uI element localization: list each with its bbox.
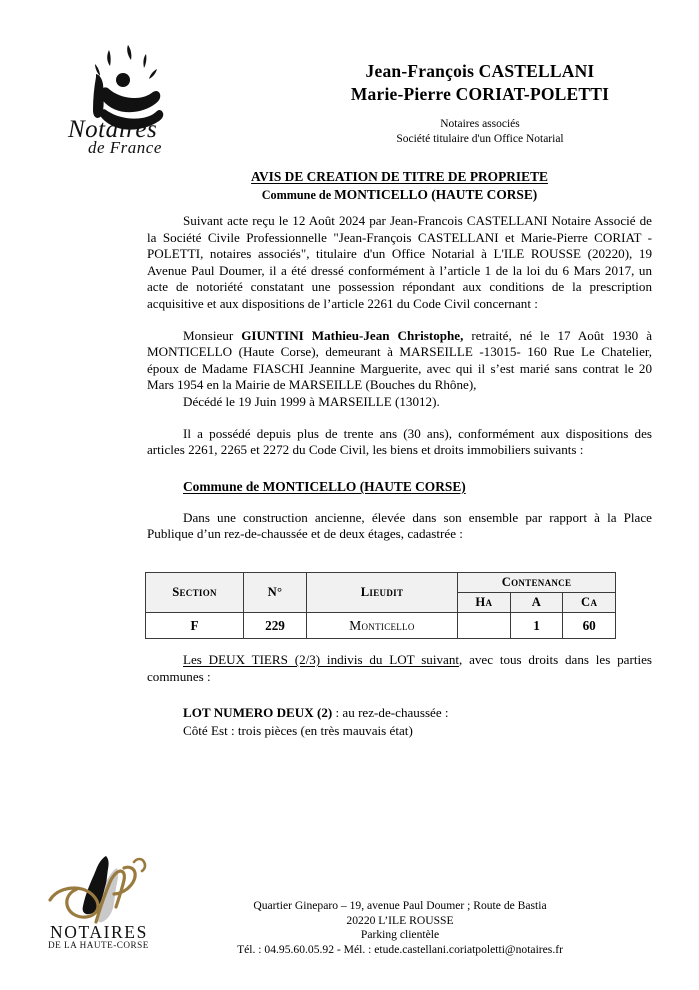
cadastral-table-wrap: [145, 572, 616, 639]
lot-detail-line: Côté Est : trois pièces (en très mauvais état): [183, 722, 413, 738]
commune-heading: Commune de MONTICELLO (HAUTE CORSE): [183, 478, 466, 494]
col-header-ha: Ha: [458, 593, 511, 613]
footer-address: [150, 899, 650, 957]
paragraph-deces: [147, 394, 652, 411]
document-body-lower: [147, 652, 652, 739]
spacer: [147, 495, 652, 510]
cell-lieudit: Monticello: [307, 613, 458, 639]
spacer: [147, 459, 652, 478]
col-header-a: A: [510, 593, 563, 613]
col-header-contenance: Contenance: [458, 573, 616, 593]
svg-text:NOTAIRES: NOTAIRES: [50, 922, 148, 942]
footer-address-line-1: Quartier Gineparo – 19, avenue Paul Doumer ; Route de Bastia: [253, 899, 547, 912]
lot-numero-line: [147, 704, 652, 722]
lot-numero-label: LOT NUMERO DEUX (2): [183, 705, 333, 721]
notary-names: [300, 60, 660, 106]
page-title: AVIS DE CREATION DE TITRE DE PROPRIETE: [251, 169, 548, 184]
document-title-block: [147, 168, 652, 204]
cell-ha: [458, 613, 511, 639]
footer-address-line-2: 20220 L’ILE ROUSSE: [346, 913, 454, 927]
personne-details: retraité, né le 17 Août 1930 à MONTICELLO (Haute Corse), demeurant à MARSEILLE -13015- 160 Rue Le Chatelier, époux de Madame FIASCHI Jeannine Marguerite, avec qui il s’est marié sans contrat le 20 Mars 1954 en la Mairie de MARSEILLE (Bouches du Rhône),: [147, 327, 653, 393]
paragraph-personne: [147, 328, 652, 394]
notary-name-2: Marie-Pierre CORIAT-POLETTI: [350, 84, 610, 104]
notary-subtitle-1: Notaires associés: [440, 118, 520, 130]
col-header-lieudit: Lieudit: [307, 573, 458, 613]
footer-contact-line: Tél. : 04.95.60.05.92 - Mél. : etude.castellani.coriatpoletti@notaires.fr: [237, 942, 563, 956]
notary-subtitle-2: Société titulaire d'un Office Notarial: [396, 132, 564, 145]
paragraph-lot-indivis: [147, 652, 652, 685]
notary-name-1: Jean-François CASTELLANI: [365, 61, 595, 81]
col-header-section: Section: [146, 573, 244, 613]
commune-subtitle: [147, 186, 652, 204]
notaires-de-france-logo: [62, 36, 190, 154]
commune-subtitle-prefix: Commune de: [261, 188, 335, 202]
lot-numero-rest: : au rez-de-chaussée :: [332, 705, 449, 721]
svg-text:de France: de France: [88, 138, 162, 154]
paragraph-acte: Suivant acte reçu le 12 Août 2024 par Jean-Francois CASTELLANI Notaire Associé de la Société Civile Professionnelle "Jean-François CASTELLANI et Marie-Pierre CORIAT - POLETTI, notaires associés", titulaire d'un Office Notarial à L'ILE ROUSSE (20220), 19 Avenue Paul Doumer, il a été dressé conformément à l’article 1 de la loi du 6 Mars 2017, un acte de notoriété constatant une possession répondant aux conditions de la prescription acquisitive et aux dispositions de l’article 2261 du Code Civil concernant :: [147, 213, 652, 311]
cell-ca: 60: [563, 613, 616, 639]
svg-text:DE LA HAUTE-CORSE: DE LA HAUTE-CORSE: [48, 940, 149, 950]
paragraph-possession: Il a possédé depuis plus de trente ans (30 ans), conformément aux dispositions des articles 2261, 2265 et 2272 du Code Civil, les biens et droits immobiliers suivants :: [147, 425, 652, 458]
col-header-ca: Ca: [563, 593, 616, 613]
footer-address-line-3: Parking clientèle: [360, 928, 440, 942]
lot-indivis-underlined: Les DEUX TIERS (2/3) indivis du LOT suivant: [183, 652, 460, 667]
notary-subtitle: [300, 117, 660, 146]
personne-nom: GIUNTINI Mathieu-Jean Christophe,: [241, 327, 464, 343]
document-header: [0, 0, 699, 160]
paragraph-construction: Dans une construction ancienne, élevée dans son ensemble par rapport à la Place Publique d’un rez-de-chaussée et de deux étages, cadastrée :: [147, 509, 652, 542]
commune-heading-wrap: [147, 478, 652, 495]
lot-indivis-rest: , avec tous droits dans les parties communes :: [147, 652, 652, 684]
cadastral-table: [145, 572, 616, 639]
spacer: [147, 313, 652, 328]
document-body: [147, 213, 652, 543]
commune-subtitle-name: MONTICELLO (HAUTE CORSE): [334, 187, 538, 202]
cell-numero: 229: [244, 613, 307, 639]
cell-a: 1: [510, 613, 563, 639]
deces-text: Décédé le 19 Juin 1999 à MARSEILLE (13012).: [183, 393, 440, 409]
cell-section: F: [146, 613, 244, 639]
personne-lead: Monsieur: [183, 327, 242, 343]
table-row: [146, 613, 616, 639]
col-header-numero: N°: [244, 573, 307, 613]
svg-text:Notaires: Notaires: [68, 116, 158, 143]
spacer: [147, 685, 652, 704]
spacer: [147, 411, 652, 426]
table-header-row: [146, 573, 616, 593]
